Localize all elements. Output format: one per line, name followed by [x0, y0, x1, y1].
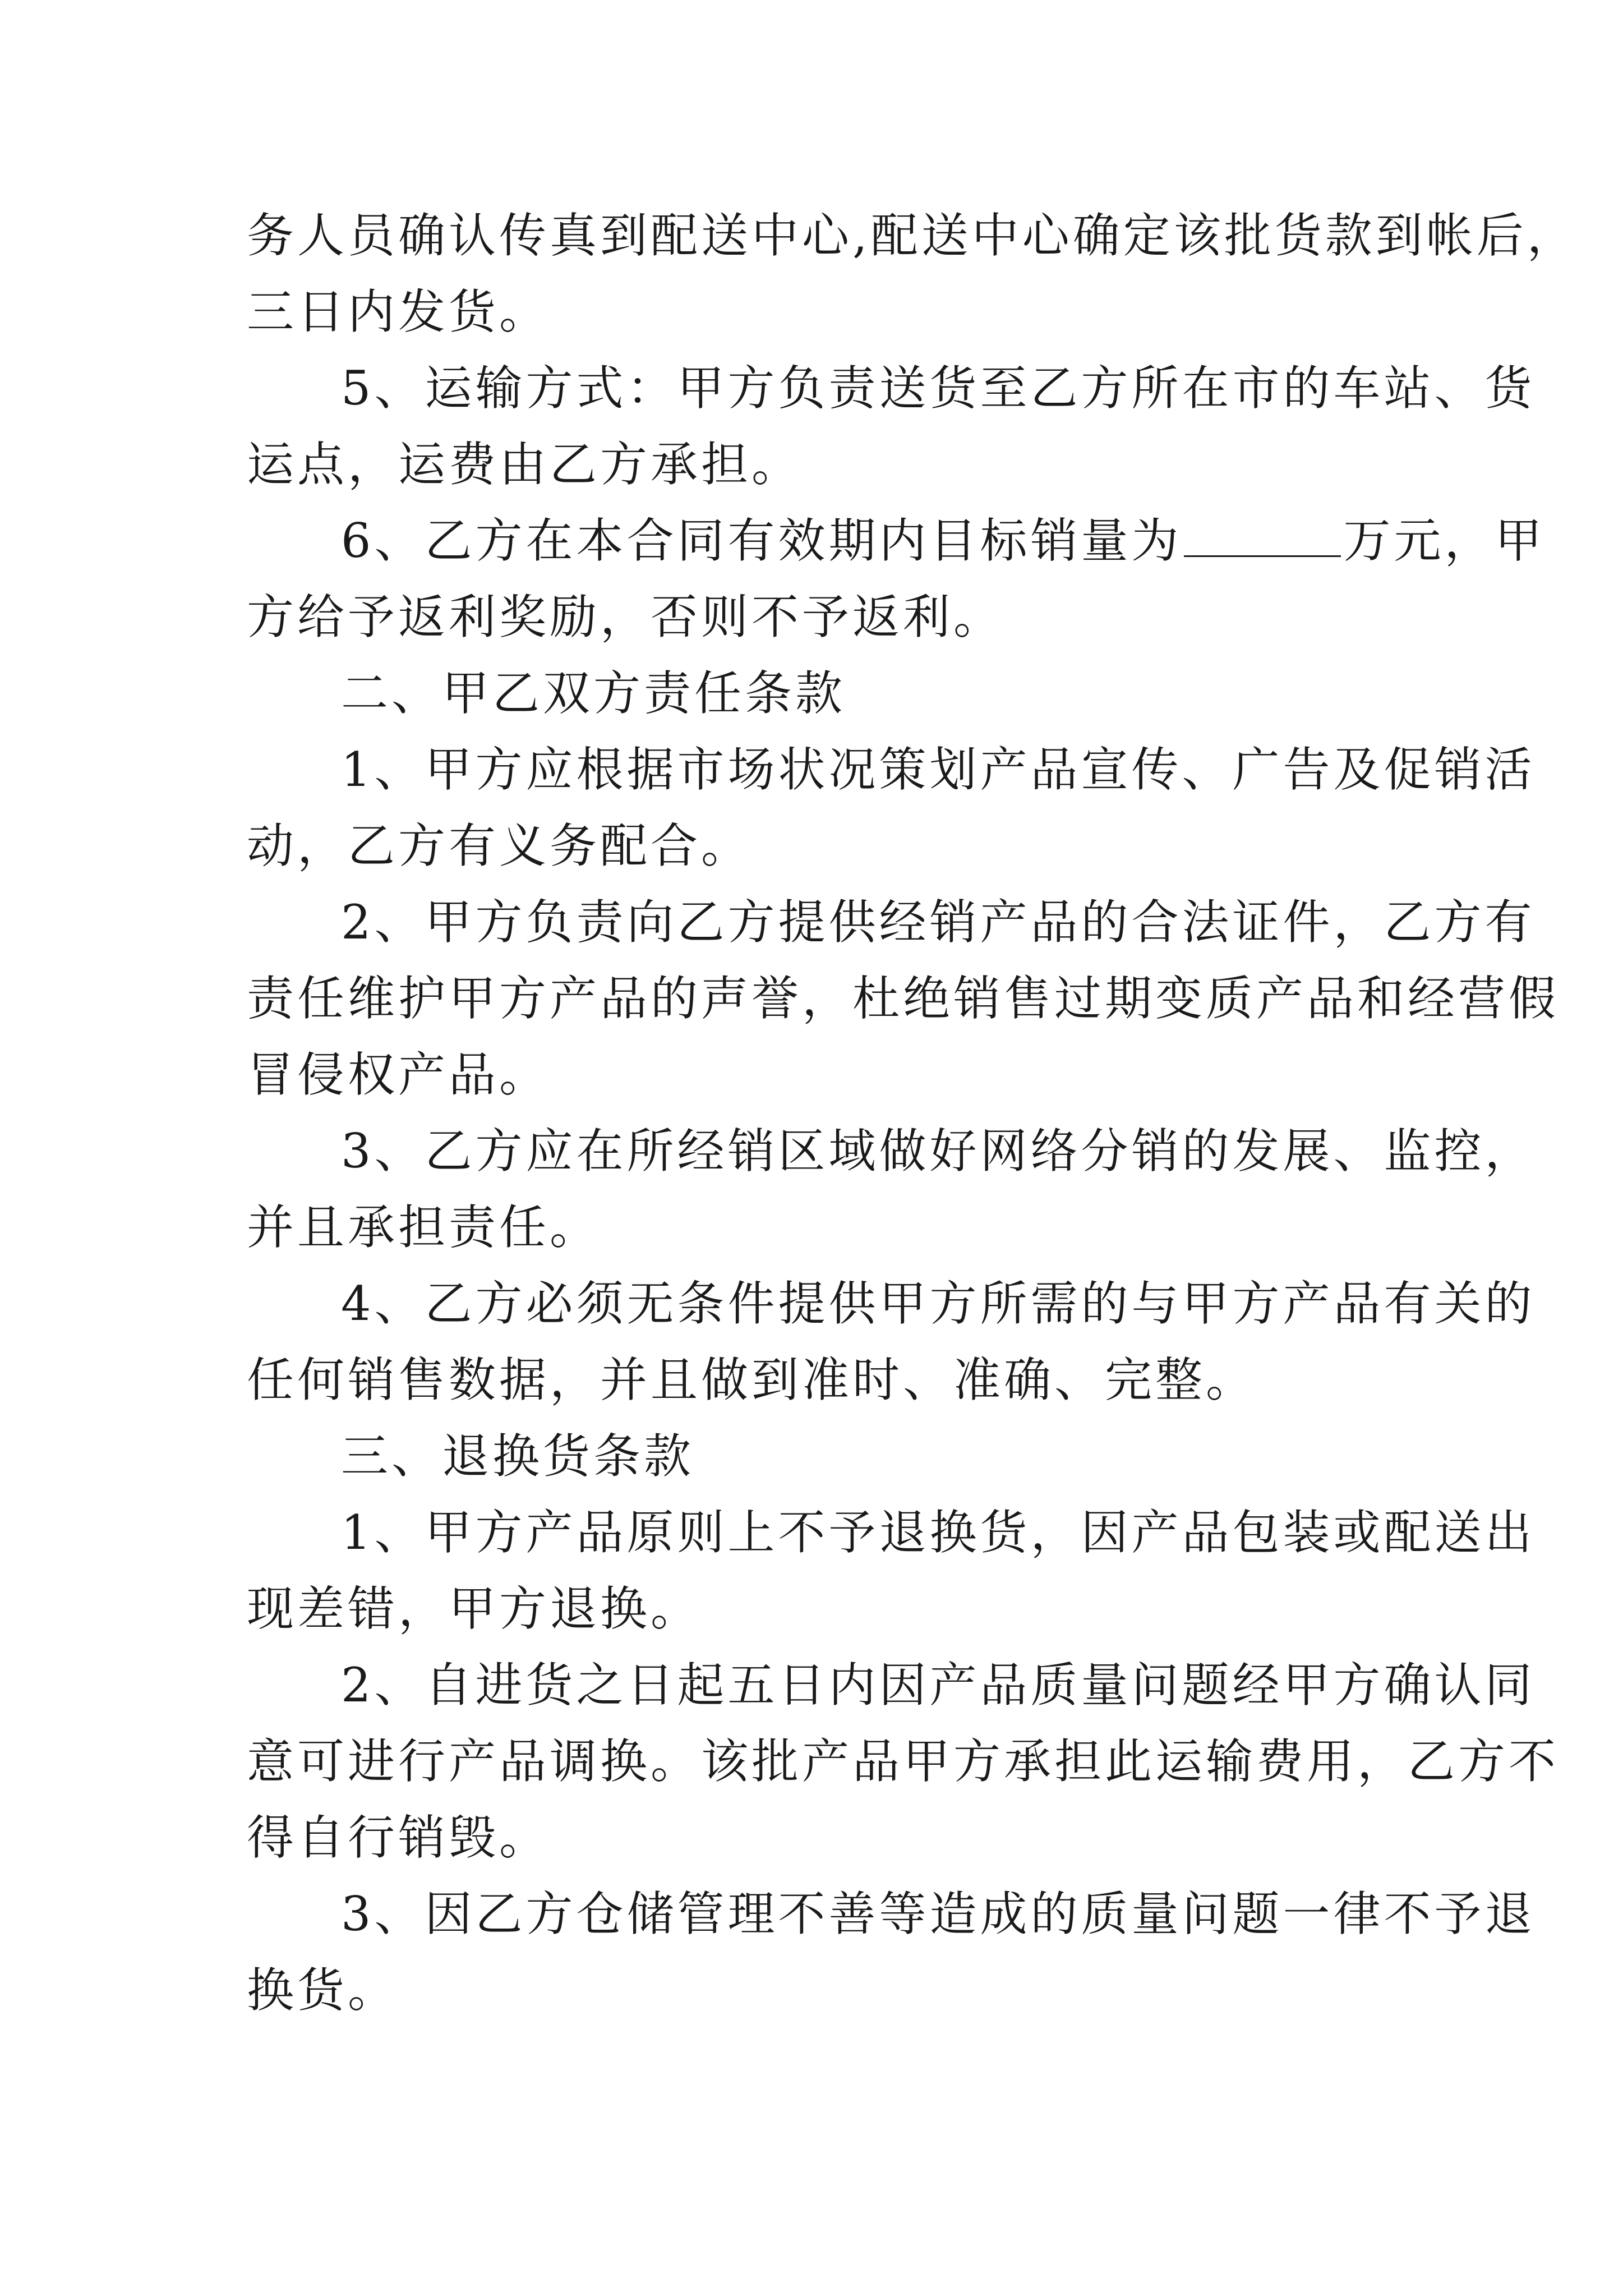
- text-line-4: 运点，运费由乙方承担。: [247, 437, 803, 492]
- text-line-3: 5、运输方式：甲方负责送货至乙方所在市的车站、货: [341, 361, 1536, 416]
- text-line-19: 现差错，甲方退换。: [247, 1581, 702, 1636]
- section-heading-2: 二、甲乙双方责任条款: [341, 666, 846, 721]
- text-line-18: 1、甲方产品原则上不予退换货，因产品包装或配送出: [341, 1505, 1536, 1560]
- text-line-20: 2、自进货之日起五日内因产品质量问题经甲方确认同: [341, 1658, 1536, 1713]
- text-line-2: 三日内发货。: [247, 284, 550, 339]
- text-line-9: 动，乙方有义务配合。: [247, 818, 752, 873]
- text-line-14: 并且承担责任。: [247, 1200, 601, 1255]
- text-line-21: 意可进行产品调换。该批产品甲方承担此运输费用，乙方不: [247, 1734, 1560, 1789]
- text-line-13: 3、乙方应在所经销区域做好网络分销的发展、监控，: [341, 1124, 1536, 1179]
- blank-fill-line: [1184, 510, 1341, 557]
- text-line-22: 得自行销毁。: [247, 1810, 550, 1865]
- text-line-1: 务人员确认传真到配送中心,配送中心确定该批货款到帐后，: [247, 208, 1578, 263]
- text-line-6: 方给予返利奖励，否则不予返利。: [247, 590, 1004, 645]
- text-line-10: 2、甲方负责向乙方提供经销产品的合法证件，乙方有: [341, 895, 1536, 950]
- text-line-15: 4、乙方必须无条件提供甲方所需的与甲方产品有关的: [341, 1276, 1536, 1331]
- text-line-16: 任何销售数据，并且做到准时、准确、完整。: [247, 1352, 1257, 1407]
- target-sales-label: 6、乙方在本合同有效期内目标销量为: [341, 513, 1182, 568]
- text-line-11: 责任维护甲方产品的声誉，杜绝销售过期变质产品和经营假: [247, 971, 1560, 1026]
- text-line-8: 1、甲方应根据市场状况策划产品宣传、广告及促销活: [341, 742, 1536, 797]
- section-heading-3: 三、退换货条款: [341, 1429, 695, 1484]
- target-sales-unit: 万元，甲: [1343, 513, 1546, 568]
- text-line-12: 冒侵权产品。: [247, 1047, 550, 1102]
- text-line-5: [341, 507, 1545, 574]
- text-line-24: 换货。: [247, 1963, 399, 2018]
- text-line-23: 3、因乙方仓储管理不善等造成的质量问题一律不予退: [341, 1887, 1536, 1941]
